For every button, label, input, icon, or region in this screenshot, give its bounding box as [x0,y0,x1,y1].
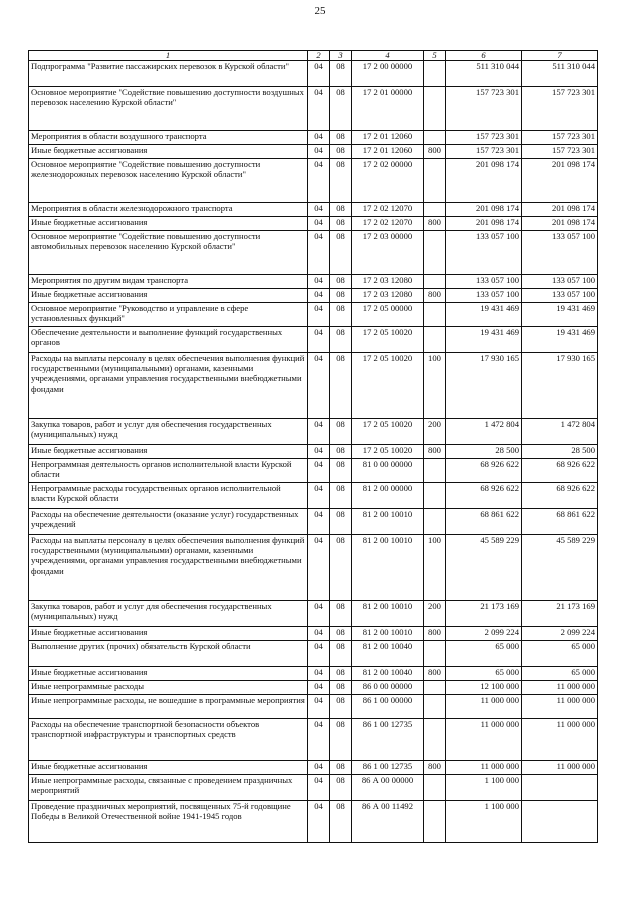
subsection-cell: 08 [330,231,352,275]
amount-year1-cell: 1 472 804 [446,419,522,445]
amount-year1-cell: 65 000 [446,667,522,681]
table-row [29,667,598,681]
target-article-cell: 17 2 05 10020 [352,445,424,459]
amount-year1-cell: 45 589 229 [446,535,522,601]
section-cell: 04 [308,353,330,419]
section-cell: 04 [308,203,330,217]
amount-year1-cell: 68 926 622 [446,459,522,483]
row-name-cell: Расходы на обеспечение деятельности (оказание услуг) государственных учреждений [29,509,308,535]
amount-year2-cell: 157 723 301 [522,145,598,159]
table-row [29,145,598,159]
expense-type-cell: 200 [424,601,446,627]
row-name-cell: Иные бюджетные ассигнования [29,445,308,459]
section-cell: 04 [308,719,330,761]
section-cell: 04 [308,483,330,509]
expense-type-cell [424,509,446,535]
subsection-cell: 08 [330,289,352,303]
expense-type-cell: 800 [424,627,446,641]
expense-type-cell [424,327,446,353]
row-name-cell: Иные непрограммные расходы, связанные с проведением праздничных мероприятий [29,775,308,801]
subsection-cell: 08 [330,601,352,627]
section-cell: 04 [308,159,330,203]
amount-year2-cell: 201 098 174 [522,159,598,203]
section-cell: 04 [308,761,330,775]
expense-type-cell [424,203,446,217]
table-row [29,61,598,87]
row-name-cell: Иные бюджетные ассигнования [29,217,308,231]
target-article-cell: 81 2 00 10010 [352,535,424,601]
row-name-cell: Закупка товаров, работ и услуг для обеспечения государственных (муниципальных) нужд [29,419,308,445]
amount-year1-cell: 157 723 301 [446,145,522,159]
row-name-cell: Основное мероприятие "Руководство и управление в сфере установленных функций" [29,303,308,327]
row-name-cell: Мероприятия по другим видам транспорта [29,275,308,289]
amount-year2-cell: 19 431 469 [522,327,598,353]
target-article-cell: 81 2 00 10040 [352,641,424,667]
row-name-cell: Иные бюджетные ассигнования [29,627,308,641]
subsection-cell: 08 [330,303,352,327]
amount-year1-cell: 1 100 000 [446,801,522,843]
table-row [29,535,598,601]
page-number: 25 [314,5,326,17]
subsection-cell: 08 [330,681,352,695]
row-name-cell: Мероприятия в области железнодорожного транспорта [29,203,308,217]
subsection-cell: 08 [330,667,352,681]
section-cell: 04 [308,627,330,641]
target-article-cell: 17 2 05 10020 [352,353,424,419]
amount-year2-cell [522,801,598,843]
row-name-cell: Иные бюджетные ассигнования [29,667,308,681]
table-row [29,483,598,509]
target-article-cell: 17 2 05 10020 [352,419,424,445]
section-cell: 04 [308,667,330,681]
section-cell: 04 [308,289,330,303]
expense-type-cell: 800 [424,289,446,303]
section-cell: 04 [308,145,330,159]
expense-type-cell [424,641,446,667]
target-article-cell: 17 2 02 12070 [352,203,424,217]
subsection-cell: 08 [330,353,352,419]
table-row [29,217,598,231]
target-article-cell: 17 2 03 12080 [352,275,424,289]
expense-type-cell [424,775,446,801]
subsection-cell: 08 [330,535,352,601]
amount-year1-cell: 17 930 165 [446,353,522,419]
target-article-cell: 81 2 00 00000 [352,483,424,509]
subsection-cell: 08 [330,801,352,843]
amount-year2-cell: 68 861 622 [522,509,598,535]
amount-year1-cell: 201 098 174 [446,159,522,203]
amount-year1-cell: 12 100 000 [446,681,522,695]
target-article-cell: 17 2 03 12080 [352,289,424,303]
expense-type-cell [424,159,446,203]
subsection-cell: 08 [330,419,352,445]
section-cell: 04 [308,509,330,535]
subsection-cell: 08 [330,641,352,667]
expense-type-cell: 800 [424,445,446,459]
row-name-cell: Мероприятия в области воздушного транспорта [29,131,308,145]
amount-year1-cell: 68 926 622 [446,483,522,509]
target-article-cell: 17 2 01 12060 [352,145,424,159]
expense-type-cell [424,681,446,695]
row-name-cell: Основное мероприятие "Содействие повышению доступности воздушных перевозок населению Курской области" [29,87,308,131]
amount-year2-cell: 157 723 301 [522,87,598,131]
section-cell: 04 [308,641,330,667]
target-article-cell: 81 2 00 10010 [352,601,424,627]
subsection-cell: 08 [330,145,352,159]
table-row [29,509,598,535]
amount-year1-cell: 19 431 469 [446,327,522,353]
row-name-cell: Иные непрограммные расходы, не вошедшие в программные мероприятия [29,695,308,719]
amount-year2-cell: 65 000 [522,641,598,667]
expense-type-cell: 800 [424,217,446,231]
subsection-cell: 08 [330,775,352,801]
section-cell: 04 [308,445,330,459]
amount-year2-cell: 11 000 000 [522,719,598,761]
expense-type-cell [424,61,446,87]
amount-year2-cell: 68 926 622 [522,459,598,483]
target-article-cell: 81 2 00 10010 [352,627,424,641]
amount-year2-cell: 133 057 100 [522,289,598,303]
header-col-3: 3 [330,51,352,61]
row-name-cell: Непрограммные расходы государственных органов исполнительной власти Курской области [29,483,308,509]
subsection-cell: 08 [330,719,352,761]
row-name-cell: Иные бюджетные ассигнования [29,289,308,303]
table-row [29,761,598,775]
section-cell: 04 [308,695,330,719]
row-name-cell: Расходы на обеспечение транспортной безопасности объектов транспортной инфраструктуры и транспортных средств [29,719,308,761]
expense-type-cell: 800 [424,761,446,775]
section-cell: 04 [308,87,330,131]
target-article-cell: 81 0 00 00000 [352,459,424,483]
subsection-cell: 08 [330,131,352,145]
row-name-cell: Расходы на выплаты персоналу в целях обеспечения выполнения функций государственными (муниципальными) органами, казенными учреждениями, органами управления государственными внебюджетными фондами [29,353,308,419]
row-name-cell: Основное мероприятие "Содействие повышению доступности железнодорожных перевозок населению Курской области" [29,159,308,203]
expense-type-cell [424,695,446,719]
header-col-4: 4 [352,51,424,61]
amount-year2-cell: 133 057 100 [522,275,598,289]
table-row [29,601,598,627]
amount-year1-cell: 157 723 301 [446,131,522,145]
subsection-cell: 08 [330,217,352,231]
table-row [29,775,598,801]
target-article-cell: 86 1 00 12735 [352,761,424,775]
expense-type-cell [424,87,446,131]
amount-year1-cell: 11 000 000 [446,695,522,719]
section-cell: 04 [308,327,330,353]
amount-year2-cell: 511 310 044 [522,61,598,87]
amount-year2-cell: 157 723 301 [522,131,598,145]
header-col-7: 7 [522,51,598,61]
table-row [29,303,598,327]
amount-year1-cell: 133 057 100 [446,231,522,275]
expense-type-cell [424,719,446,761]
amount-year1-cell: 201 098 174 [446,203,522,217]
amount-year1-cell: 28 500 [446,445,522,459]
table-row [29,641,598,667]
subsection-cell: 08 [330,61,352,87]
expense-type-cell: 800 [424,145,446,159]
expense-type-cell [424,131,446,145]
amount-year1-cell: 201 098 174 [446,217,522,231]
target-article-cell: 17 2 05 10020 [352,327,424,353]
section-cell: 04 [308,681,330,695]
target-article-cell: 17 2 02 12070 [352,217,424,231]
amount-year2-cell: 19 431 469 [522,303,598,327]
expense-type-cell [424,801,446,843]
amount-year1-cell: 133 057 100 [446,275,522,289]
table-row [29,801,598,843]
amount-year1-cell: 68 861 622 [446,509,522,535]
subsection-cell: 08 [330,275,352,289]
amount-year1-cell: 157 723 301 [446,87,522,131]
table-row [29,419,598,445]
row-name-cell: Закупка товаров, работ и услуг для обеспечения государственных (муниципальных) нужд [29,601,308,627]
amount-year2-cell: 45 589 229 [522,535,598,601]
row-name-cell: Расходы на выплаты персоналу в целях обеспечения выполнения функций государственными (муниципальными) органами, казенными учреждениями, органами управления государственными внебюджетными фондами [29,535,308,601]
expense-type-cell: 100 [424,353,446,419]
expense-type-cell: 800 [424,667,446,681]
target-article-cell: 81 2 00 10040 [352,667,424,681]
section-cell: 04 [308,419,330,445]
row-name-cell: Основное мероприятие "Содействие повышению доступности автомобильных перевозок населению Курской области" [29,231,308,275]
section-cell: 04 [308,303,330,327]
target-article-cell: 17 2 03 00000 [352,231,424,275]
amount-year2-cell: 68 926 622 [522,483,598,509]
amount-year2-cell: 28 500 [522,445,598,459]
amount-year1-cell: 11 000 000 [446,761,522,775]
header-col-2: 2 [308,51,330,61]
amount-year1-cell: 11 000 000 [446,719,522,761]
subsection-cell: 08 [330,761,352,775]
amount-year1-cell: 133 057 100 [446,289,522,303]
subsection-cell: 08 [330,627,352,641]
row-name-cell: Проведение праздничных мероприятий, посвященных 75-й годовщине Победы в Великой Отечественной войне 1941-1945 годов [29,801,308,843]
section-cell: 04 [308,801,330,843]
expense-type-cell [424,459,446,483]
table-row [29,275,598,289]
target-article-cell: 81 2 00 10010 [352,509,424,535]
subsection-cell: 08 [330,509,352,535]
expense-type-cell [424,303,446,327]
table-row [29,131,598,145]
table-row [29,445,598,459]
table-row [29,353,598,419]
section-cell: 04 [308,775,330,801]
table-row [29,627,598,641]
amount-year2-cell [522,775,598,801]
target-article-cell: 17 2 01 12060 [352,131,424,145]
row-name-cell: Непрограммная деятельность органов исполнительной власти Курской области [29,459,308,483]
amount-year2-cell: 17 930 165 [522,353,598,419]
header-row [29,51,598,61]
target-article-cell: 17 2 05 00000 [352,303,424,327]
row-name-cell: Иные бюджетные ассигнования [29,761,308,775]
section-cell: 04 [308,459,330,483]
amount-year1-cell: 21 173 169 [446,601,522,627]
amount-year1-cell: 2 099 224 [446,627,522,641]
target-article-cell: 86 1 00 12735 [352,719,424,761]
subsection-cell: 08 [330,87,352,131]
subsection-cell: 08 [330,159,352,203]
row-name-cell: Выполнение других (прочих) обязательств Курской области [29,641,308,667]
table-body [29,61,598,843]
table-row [29,695,598,719]
row-name-cell: Обеспечение деятельности и выполнение функций государственных органов [29,327,308,353]
subsection-cell: 08 [330,203,352,217]
header-col-6: 6 [446,51,522,61]
target-article-cell: 86 А 00 11492 [352,801,424,843]
amount-year1-cell: 511 310 044 [446,61,522,87]
target-article-cell: 17 2 02 00000 [352,159,424,203]
target-article-cell: 86 0 00 00000 [352,681,424,695]
subsection-cell: 08 [330,327,352,353]
section-cell: 04 [308,131,330,145]
row-name-cell: Иные бюджетные ассигнования [29,145,308,159]
table-row [29,203,598,217]
target-article-cell: 17 2 00 00000 [352,61,424,87]
section-cell: 04 [308,601,330,627]
amount-year2-cell: 1 472 804 [522,419,598,445]
table-row [29,459,598,483]
amount-year2-cell: 201 098 174 [522,217,598,231]
subsection-cell: 08 [330,445,352,459]
table-row [29,327,598,353]
amount-year2-cell: 201 098 174 [522,203,598,217]
row-name-cell: Иные непрограммные расходы [29,681,308,695]
amount-year2-cell: 21 173 169 [522,601,598,627]
expense-type-cell: 100 [424,535,446,601]
row-name-cell: Подпрограмма "Развитие пассажирских перевозок в Курской области" [29,61,308,87]
header-col-5: 5 [424,51,446,61]
target-article-cell: 86 А 00 00000 [352,775,424,801]
amount-year2-cell: 65 000 [522,667,598,681]
amount-year2-cell: 11 000 000 [522,761,598,775]
expense-type-cell: 200 [424,419,446,445]
expense-type-cell [424,275,446,289]
subsection-cell: 08 [330,695,352,719]
table-row [29,719,598,761]
amount-year1-cell: 19 431 469 [446,303,522,327]
amount-year2-cell: 133 057 100 [522,231,598,275]
table-row [29,231,598,275]
amount-year2-cell: 2 099 224 [522,627,598,641]
subsection-cell: 08 [330,459,352,483]
amount-year2-cell: 11 000 000 [522,681,598,695]
table-row [29,87,598,131]
table-row [29,681,598,695]
section-cell: 04 [308,231,330,275]
amount-year2-cell: 11 000 000 [522,695,598,719]
budget-table [28,50,598,843]
target-article-cell: 86 1 00 00000 [352,695,424,719]
table-row [29,289,598,303]
section-cell: 04 [308,61,330,87]
expense-type-cell [424,483,446,509]
amount-year1-cell: 1 100 000 [446,775,522,801]
expense-type-cell [424,231,446,275]
table-row [29,159,598,203]
header-col-1: 1 [29,51,308,61]
section-cell: 04 [308,275,330,289]
amount-year1-cell: 65 000 [446,641,522,667]
target-article-cell: 17 2 01 00000 [352,87,424,131]
section-cell: 04 [308,217,330,231]
subsection-cell: 08 [330,483,352,509]
section-cell: 04 [308,535,330,601]
